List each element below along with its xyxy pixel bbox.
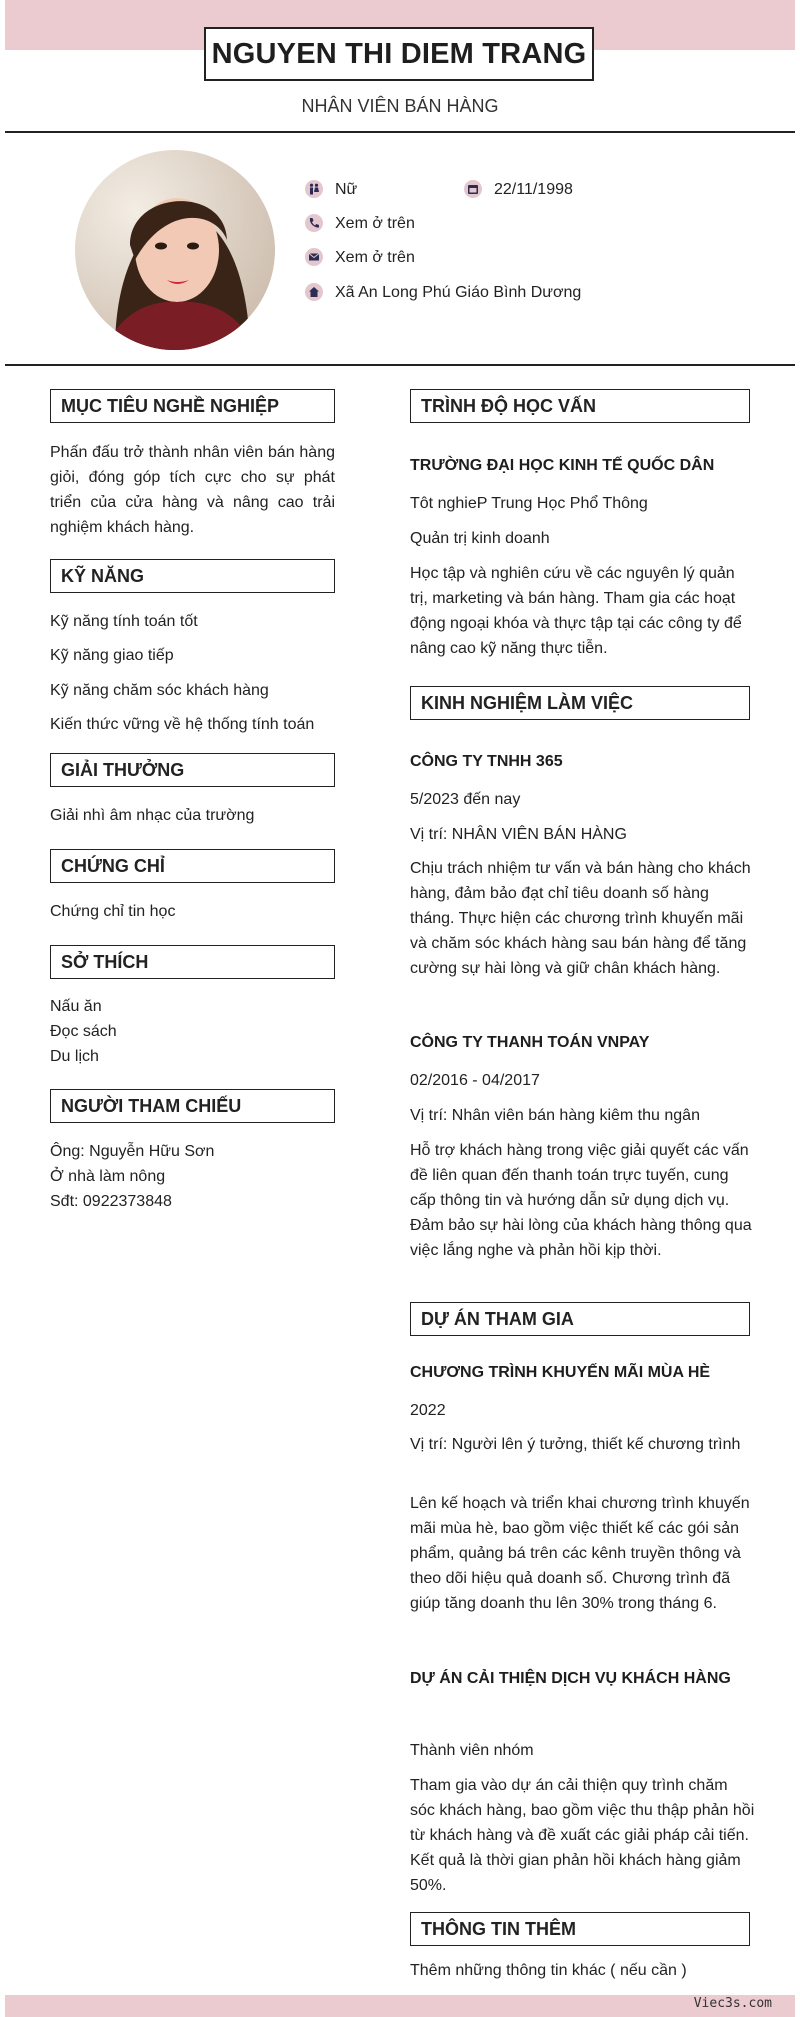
education-heading: TRÌNH ĐỘ HỌC VẤN <box>410 389 750 423</box>
reference-item: Sđt: 0922373848 <box>50 1193 172 1210</box>
reference-item: Ông: Nguyễn Hữu Sơn <box>50 1143 215 1160</box>
project-position: Thành viên nhóm <box>410 1742 534 1759</box>
skill-item: Kỹ năng giao tiếp <box>50 647 174 664</box>
reference-item: Ở nhà làm nông <box>50 1168 166 1185</box>
skill-item: Kỹ năng tính toán tốt <box>50 613 198 630</box>
skill-item: Kiến thức vững về hệ thống tính toán <box>50 716 315 733</box>
birthday-value: 22/11/1998 <box>494 181 573 198</box>
avatar <box>75 150 275 350</box>
divider <box>5 364 795 366</box>
awards-heading: GIẢI THƯỞNG <box>50 753 335 787</box>
project-description: Lên kế hoạch và triển khai chương trình khuyến mãi mùa hè, bao gồm việc thiết kế các gói sản phẩm, quảng bá trên các kênh truyền thông và theo dõi hiệu quả doanh số. Chương trình đã giúp tăng doanh thu lên 30% trong tháng 6. <box>410 1495 750 1612</box>
job-description: Chịu trách nhiệm tư vấn và bán hàng cho khách hàng, đảm bảo đạt chỉ tiêu doanh số hàng tháng. Thực hiện các chương trình khuyến mãi và chăm sóc khách hàng sau bán hàng để tăng cường sự hài lòng và giữ chân khách hàng. <box>410 860 751 977</box>
address-value: Xã An Long Phú Giáo Bình Dương <box>335 284 582 301</box>
job-period: 02/2016 - 04/2017 <box>410 1072 540 1089</box>
education-description: Học tập và nghiên cứu về các nguyên lý quản trị, marketing và bán hàng. Tham gia các hoạt động ngoại khóa và thực tập tại các công ty để nâng cao kỹ năng thực tiễn. <box>410 565 742 657</box>
email-value: Xem ở trên <box>335 249 415 266</box>
email-icon <box>305 248 323 266</box>
references-heading: NGƯỜI THAM CHIẾU <box>50 1089 335 1123</box>
job-description: Hỗ trợ khách hàng trong việc giải quyết các vấn đề liên quan đến thanh toán trực tuyến, cung cấp thông tin và hướng dẫn sử dụng dịch vụ. Đảm bảo sự hài lòng của khách hàng thông qua việc lắng nghe và phản hồi kịp thời. <box>410 1142 752 1259</box>
projects-heading: DỰ ÁN THAM GIA <box>410 1302 750 1336</box>
job-position: Vị trí: NHÂN VIÊN BÁN HÀNG <box>410 826 627 843</box>
job-company: CÔNG TY TNHH 365 <box>410 753 563 770</box>
project-name: CHƯƠNG TRÌNH KHUYẾN MÃI MÙA HÈ <box>410 1364 711 1381</box>
footer-band <box>5 1995 795 2017</box>
calendar-icon <box>464 180 482 198</box>
objective-text: Phấn đấu trở thành nhân viên bán hàng giỏi, đóng góp tích cực cho sự phát triển của cửa hàng và nâng cao trải nghiệm khách hàng. <box>50 444 335 536</box>
gender-value: Nữ <box>335 181 358 198</box>
project-description: Tham gia vào dự án cải thiện quy trình chăm sóc khách hàng, bao gồm việc thu thập phản hồi từ khách hàng và đề xuất các giải pháp cải tiến. Kết quả là thời gian phản hồi khách hàng giảm 50%. <box>410 1777 755 1894</box>
home-icon <box>305 283 323 301</box>
candidate-name: NGUYEN THI DIEM TRANG <box>204 27 594 81</box>
award-item: Giải nhì âm nhạc của trường <box>50 807 255 824</box>
skills-heading: KỸ NĂNG <box>50 559 335 593</box>
phone-icon <box>305 214 323 232</box>
certificates-heading: CHỨNG CHỈ <box>50 849 335 883</box>
phone-value: Xem ở trên <box>335 215 415 232</box>
watermark: Viec3s.com <box>693 1996 772 2011</box>
certificate-item: Chứng chỉ tin học <box>50 903 176 920</box>
project-name: DỰ ÁN CẢI THIỆN DỊCH VỤ KHÁCH HÀNG <box>410 1670 731 1687</box>
extra-info-heading: THÔNG TIN THÊM <box>410 1912 750 1946</box>
objective-heading: MỤC TIÊU NGHỀ NGHIỆP <box>50 389 335 423</box>
hobbies-heading: SỞ THÍCH <box>50 945 335 979</box>
education-school: TRƯỜNG ĐẠI HỌC KINH TẾ QUỐC DÂN <box>410 457 715 474</box>
project-position: Vị trí: Người lên ý tưởng, thiết kế chương trình <box>410 1436 741 1453</box>
skill-item: Kỹ năng chăm sóc khách hàng <box>50 682 269 699</box>
gender-icon <box>305 180 323 198</box>
job-period: 5/2023 đến nay <box>410 791 521 808</box>
hobby-item: Du lịch <box>50 1048 99 1065</box>
job-company: CÔNG TY THANH TOÁN VNPAY <box>410 1034 650 1051</box>
job-title: NHÂN VIÊN BÁN HÀNG <box>301 96 499 116</box>
extra-info-text: Thêm những thông tin khác ( nếu cần ) <box>410 1962 687 1979</box>
education-degree: Tôt nghieP Trung Học Phổ Thông <box>410 495 648 512</box>
project-year: 2022 <box>410 1402 446 1419</box>
hobby-item: Đọc sách <box>50 1023 117 1040</box>
divider <box>5 131 795 133</box>
job-position: Vị trí: Nhân viên bán hàng kiêm thu ngân <box>410 1107 700 1124</box>
experience-heading: KINH NGHIỆM LÀM VIỆC <box>410 686 750 720</box>
education-major: Quản trị kinh doanh <box>410 530 550 547</box>
hobby-item: Nấu ăn <box>50 998 102 1015</box>
